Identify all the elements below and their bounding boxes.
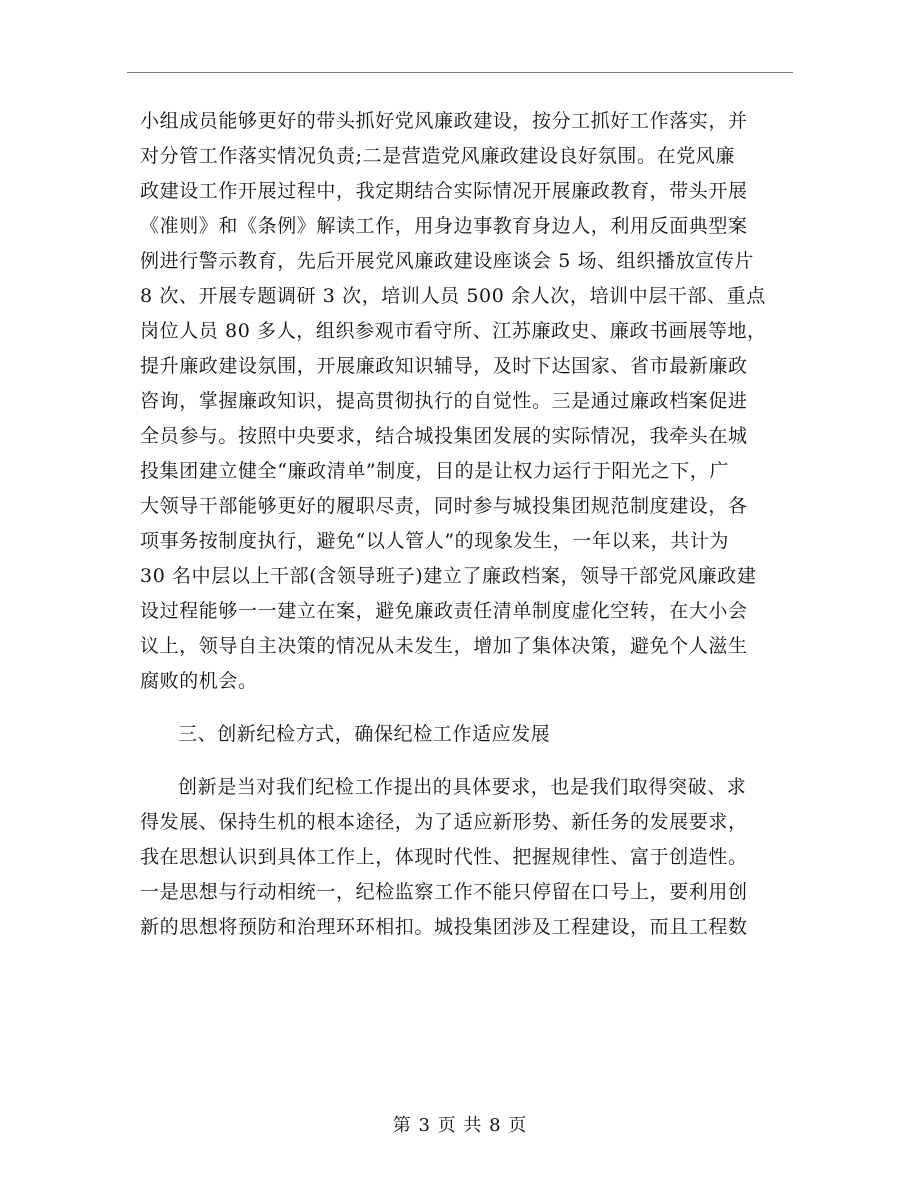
- text-line: 大领导干部能够更好的履职尽责，同时参与城投集团规范制度建设，各: [140, 495, 748, 517]
- document-body: [140, 104, 785, 945]
- text-line: 岗位人员 80 多人，组织参观市看守所、江苏廉政史、廉政书画展等地，: [140, 320, 767, 342]
- text-line: 全员参与。按照中央要求，结合城投集团发展的实际情况，我牵头在城: [140, 425, 748, 447]
- text-line: 创新是当对我们纪检工作提出的具体要求，也是我们取得突破、求: [178, 776, 747, 798]
- page-footer: 第 3 页 共 8 页: [392, 1115, 528, 1136]
- text-line: 得发展、保持生机的根本途径，为了适应新形势、新任务的发展要求，: [140, 811, 748, 833]
- text-line: 小组成员能够更好的带头抓好党风廉政建设，按分工抓好工作落实，并: [140, 110, 748, 132]
- text-line: 提升廉政建设氛围，开展廉政知识辅导，及时下达国家、省市最新廉政: [140, 355, 748, 377]
- header-rule: [127, 72, 793, 73]
- paragraph-gap: [140, 752, 785, 770]
- section-heading: 三、创新纪检方式，确保纪检工作适应发展: [178, 723, 551, 745]
- text-line: 政建设工作开展过程中，我定期结合实际情况开展廉政教育，带头开展: [140, 180, 748, 202]
- text-line: 我在思想认识到具体工作上，体现时代性、把握规律性、富于创造性。: [140, 846, 748, 868]
- text-line: 投集团建立健全“廉政清单”制度，目的是让权力运行于阳光之下，广: [140, 460, 730, 482]
- text-line: 项事务按制度执行，避免“以人管人”的现象发生，一年以来，共计为: [140, 530, 730, 552]
- text-line: 腐败的机会。: [140, 670, 258, 692]
- text-line: 新的思想将预防和治理环环相扣。城投集团涉及工程建设，而且工程数: [140, 916, 748, 938]
- text-line: 设过程能够一一建立在案，避免廉政责任清单制度虚化空转，在大小会: [140, 600, 748, 622]
- text-line: 30 名中层以上干部(含领导班子)建立了廉政档案，领导干部党风廉政建: [140, 565, 757, 587]
- text-line: 议上，领导自主决策的情况从未发生，增加了集体决策，避免个人滋生: [140, 635, 748, 657]
- text-line: 一是思想与行动相统一，纪检监察工作不能只停留在口号上，要利用创: [140, 881, 748, 903]
- text-line: 例进行警示教育，先后开展党风廉政建设座谈会 5 场、组织播放宣传片: [140, 250, 754, 272]
- paragraph-2: [140, 770, 785, 945]
- paragraph-1: [140, 104, 785, 699]
- text-line: 咨询，掌握廉政知识，提高贯彻执行的自觉性。三是通过廉政档案促进: [140, 390, 748, 412]
- paragraph-gap: [140, 699, 785, 717]
- text-line: 《准则》和《条例》解读工作，用身边事教育身边人，利用反面典型案: [140, 215, 748, 237]
- text-line: 对分管工作落实情况负责;二是营造党风廉政建设良好氛围。在党风廉: [140, 145, 736, 167]
- text-line: 8 次、开展专题调研 3 次，培训人员 500 余人次，培训中层干部、重点: [140, 285, 766, 307]
